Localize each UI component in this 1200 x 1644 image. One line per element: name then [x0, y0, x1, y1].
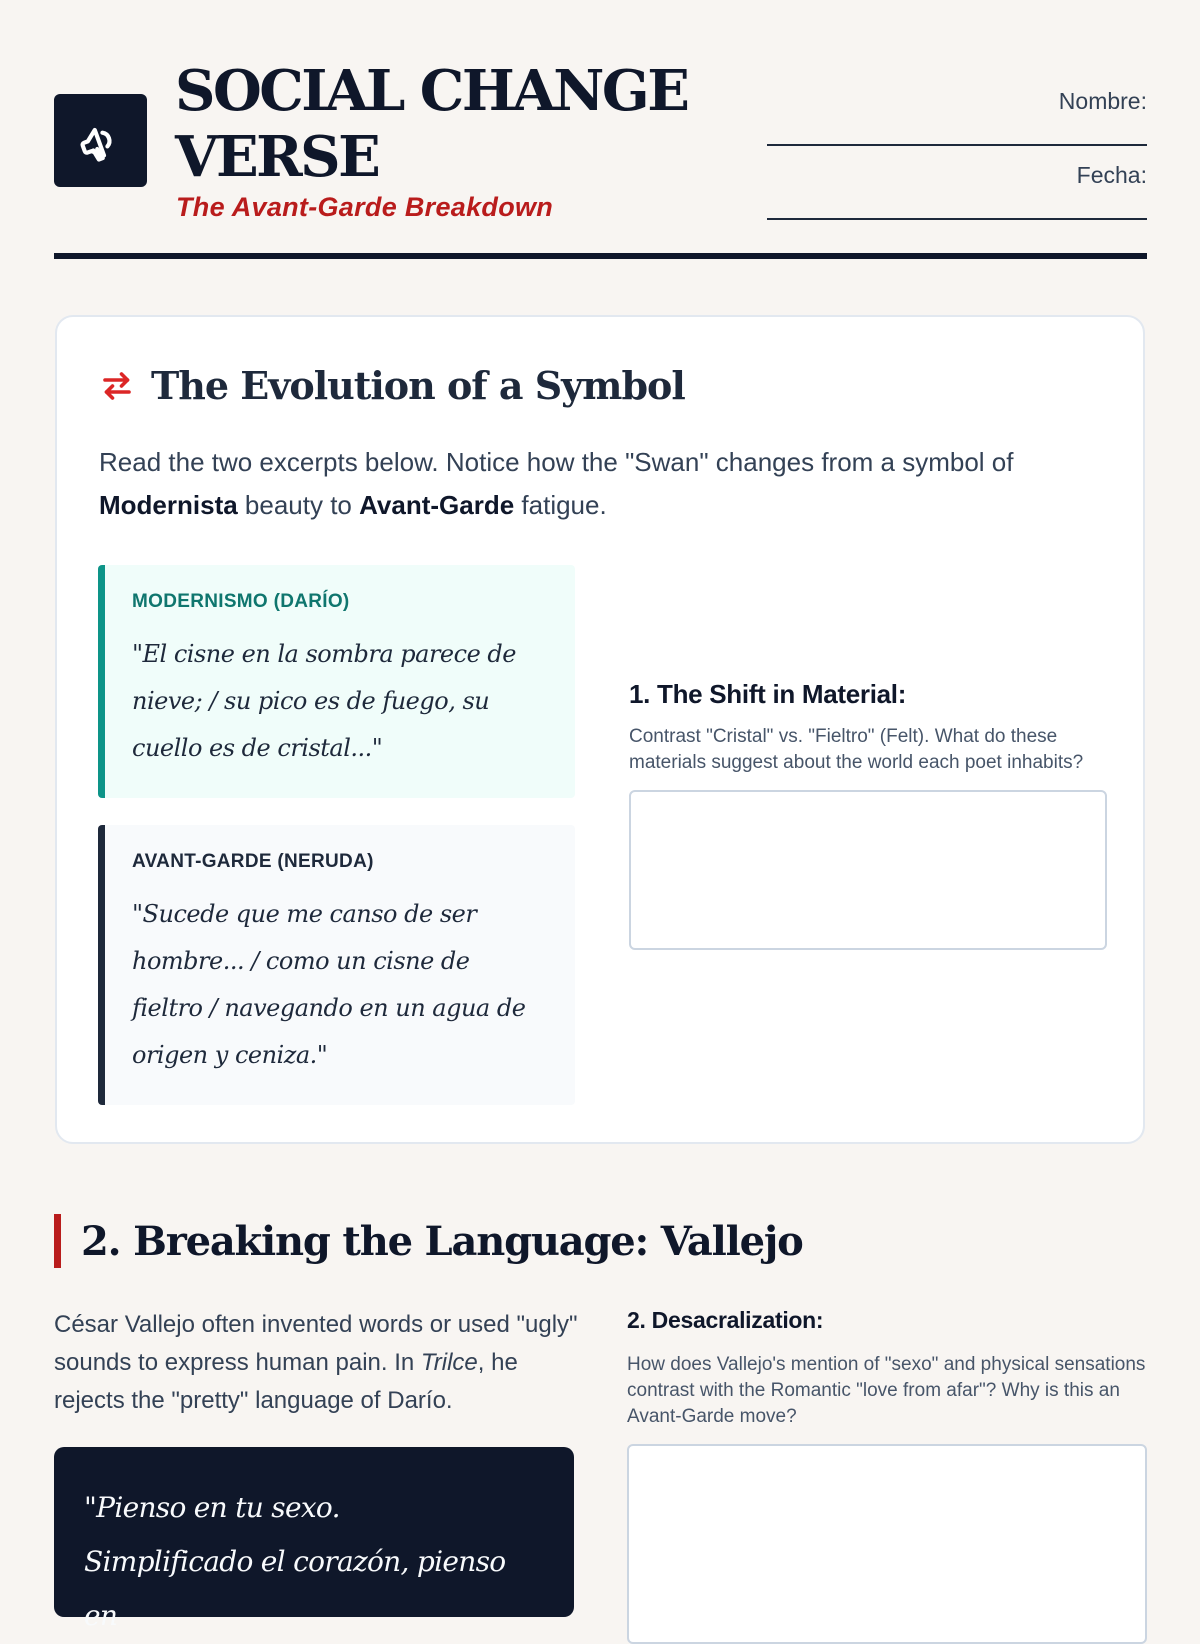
megaphone-icon [76, 116, 126, 166]
quote-label: MODERNISMO (DARÍO) [132, 591, 350, 612]
name-field[interactable] [767, 116, 1147, 146]
vallejo-quote [54, 1447, 574, 1632]
worksheet-title: SOCIAL CHANGE VERSE [175, 58, 688, 190]
question-title: 2. Desacralization: [627, 1307, 824, 1333]
accent-bar [54, 1214, 61, 1268]
question-title: 1. The Shift in Material: [629, 679, 907, 709]
answer-box-2[interactable] [627, 1444, 1147, 1644]
question-1 [629, 679, 1107, 950]
header-divider [54, 253, 1147, 259]
section-title: The Evolution of a Symbol [151, 363, 685, 408]
card-heading [99, 363, 685, 408]
answer-box-1[interactable] [629, 790, 1107, 950]
section-2-intro: César Vallejo often invented words or used "ugly" sounds to express human pain. In Trilce, he rejects the "pretty" language of Darío. [54, 1311, 578, 1414]
logo-badge [54, 94, 147, 187]
date-label: Fecha: [1076, 162, 1147, 188]
quote-label: AVANT-GARDE (NERUDA) [132, 851, 374, 872]
section-intro: Read the two excerpts below. Notice how the "Swan" changes from a symbol of Modernista beauty to Avant-Garde fatigue. [99, 447, 1014, 520]
section-2-heading [54, 1214, 803, 1268]
question-prompt: Contrast "Cristal" vs. "Fieltro" (Felt). What do these materials suggest about the world each poet inhabits? [629, 726, 1084, 773]
quote-line: "Pienso en tu sexo. [84, 1491, 340, 1524]
quote-line: Simplificado el corazón, pienso en [84, 1545, 506, 1632]
worksheet-header [54, 58, 1147, 260]
date-field[interactable] [767, 190, 1147, 220]
question-prompt: How does Vallejo's mention of "sexo" and physical sensations contrast with the Romantic "love from afar"? Why is this an Avant-Garde move? [627, 1354, 1146, 1427]
symbol-evolution-card [55, 315, 1145, 1144]
name-label: Nombre: [1058, 88, 1147, 114]
question-2 [627, 1307, 1147, 1644]
worksheet-subtitle: The Avant-Garde Breakdown [176, 192, 554, 222]
quote-avant-garde [98, 825, 575, 1105]
swap-arrows-icon [99, 368, 135, 404]
section-2-title: 2. Breaking the Language: Vallejo [81, 1217, 803, 1265]
quote-text: "Sucede que me canso de ser hombre... / como un cisne de fieltro / navegando en un agua de origen y ceniza." [132, 900, 526, 1069]
student-fields [767, 86, 1147, 220]
quote-modernismo [98, 565, 575, 798]
quote-text: "El cisne en la sombra parece de nieve; / su pico es de fuego, su cuello es de cristal..." [132, 640, 516, 762]
